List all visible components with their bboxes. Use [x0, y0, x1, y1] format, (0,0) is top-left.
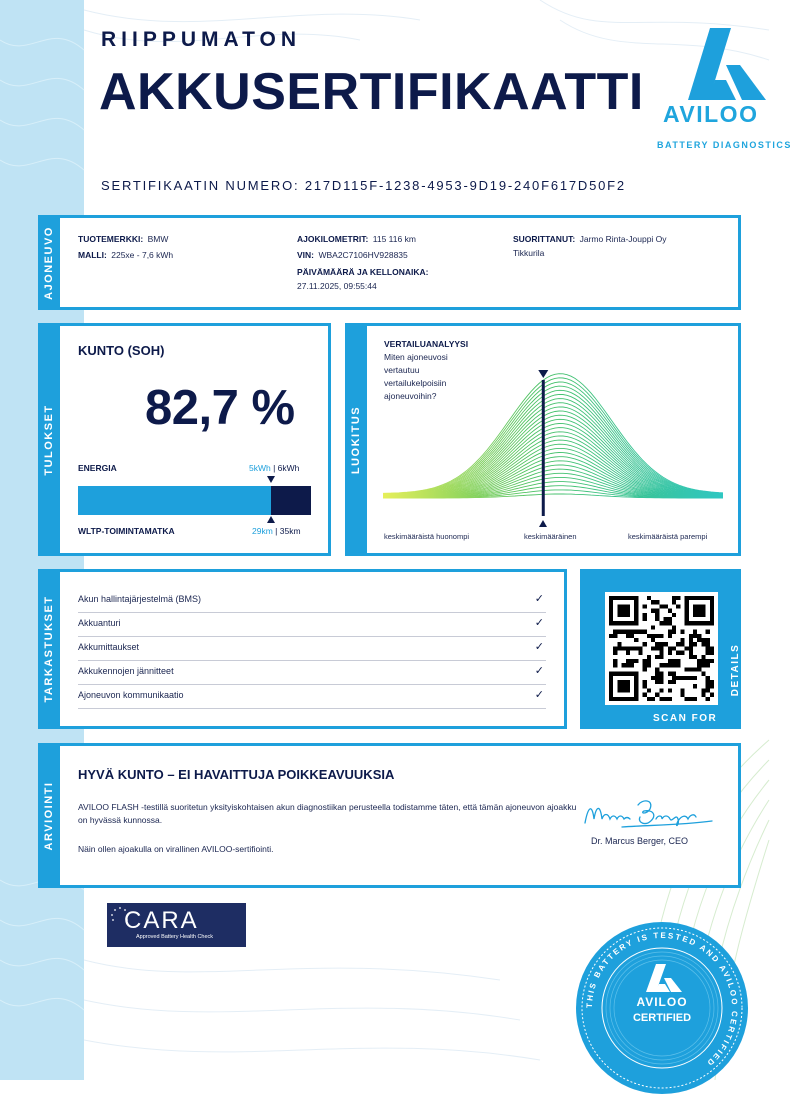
aviloo-logo-icon [660, 25, 769, 155]
soh-label: KUNTO (SOH) [78, 343, 165, 358]
brand-tagline: BATTERY DIAGNOSTICS [657, 140, 792, 150]
check-icon: ✓ [534, 641, 544, 653]
certificate-number-line [101, 178, 626, 193]
axis-label-average: keskimääräinen [524, 532, 577, 541]
energy-label: ENERGIA [78, 463, 117, 473]
bar-marker-bottom [267, 516, 275, 523]
bar-marker-top [267, 476, 275, 483]
vehicle-datetime: 27.11.2025, 09:55:44 [297, 281, 377, 291]
comparison-bell-curve [383, 370, 724, 516]
header-subtitle: RIIPPUMATON [101, 28, 302, 51]
soh-value: 82,7 % [145, 381, 295, 435]
cara-subtitle: Approved Battery Health Check [136, 934, 214, 940]
vehicle-location: Tikkurila [513, 248, 545, 258]
inspection-row: Ajoneuvon kommunikaatio ✓ [78, 685, 546, 709]
results-section-tab: TULOKSET [38, 323, 60, 556]
assessment-section-tab: ARVIOINTI [38, 743, 60, 888]
assessment-paragraph-1: AVILOO FLASH -testillä suoritetun yksityiskohtaisen akun diagnostiikan perusteella todistamme täten, että tämän ajoneuvon ajoakku on hyvässä kunnossa. [78, 802, 577, 825]
cara-logo-text: CARA [124, 907, 199, 934]
vehicle-mileage: AJOKILOMETRIT: 115 116 km [297, 234, 416, 244]
inspection-row: Akun hallintajärjestelmä (BMS) ✓ [78, 589, 546, 613]
signature-image [582, 795, 717, 835]
energy-values: 5kWh | 6kWh [249, 463, 300, 473]
certificate-label: SERTIFIKAATIN NUMERO: [101, 178, 300, 193]
vehicle-section-tab: AJONEUVO [38, 215, 60, 310]
inspection-row: Akkukennojen jännitteet ✓ [78, 661, 546, 685]
vehicle-datetime-label: PÄIVÄMÄÄRÄ JA KELLONAIKA: [297, 267, 429, 277]
range-label: WLTP-TOIMINTAMATKA [78, 526, 175, 536]
qr-details-label: DETAILS [730, 643, 741, 697]
page-title: AKKUSERTIFIKAATTI [99, 63, 644, 121]
axis-label-worse: keskimääräistä huonompi [384, 532, 470, 541]
check-icon: ✓ [534, 593, 544, 605]
comparison-axis-marker [539, 520, 547, 527]
check-icon: ✓ [534, 665, 544, 677]
assessment-title: HYVÄ KUNTO – EI HAVAITTUJA POIKKEAVUUKSIA [78, 767, 395, 782]
seal-certified: CERTIFIED [632, 1012, 692, 1024]
inspections-section-tab: TARKASTUKSET [38, 569, 60, 729]
certificate-number: 217D115F-1238-4953-9D19-240F617D50F2 [304, 178, 626, 193]
soh-bar-fill [78, 486, 271, 515]
inspection-row: Akkuanturi ✓ [78, 613, 546, 637]
range-values: 29km | 35km [252, 526, 301, 536]
check-icon: ✓ [534, 689, 544, 701]
soh-bar [78, 486, 311, 515]
check-icon: ✓ [534, 617, 544, 629]
axis-label-better: keskimääräistä parempi [628, 532, 708, 541]
vehicle-vin: VIN: WBA2C7106HV928835 [297, 250, 408, 260]
vehicle-model: MALLI: 225xe - 7,6 kWh [78, 250, 174, 260]
seal-brand: AVILOO [636, 995, 688, 1009]
svg-text:THIS BATTERY IS TESTED AND AVI: THIS BATTERY IS TESTED AND AVILOO CERTIFIED [584, 930, 740, 1069]
brand-name: AVILOO [663, 101, 759, 127]
vehicle-make: TUOTEMERKKI: BMW [78, 234, 169, 244]
inspection-row: Akkumittaukset ✓ [78, 637, 546, 661]
vehicle-performed-by: SUORITTANUT: Jarmo Rinta-Jouppi Oy [513, 234, 667, 244]
qr-scan-label: SCAN FOR [653, 713, 718, 724]
signer-name: Dr. Marcus Berger, CEO [591, 836, 689, 846]
classification-section-tab: LUOKITUS [345, 323, 367, 556]
qr-code-icon[interactable] [609, 596, 714, 701]
assessment-paragraph-2: Näin ollen ajoakulla on virallinen AVILOO-sertifiointi. [78, 844, 274, 854]
comparison-title: VERTAILUANALYYSI [384, 339, 469, 349]
comparison-marker-triangle [538, 370, 548, 378]
comparison-question: Miten ajoneuvosi vertautuu vertailukelpoisiin ajoneuvoihin? [384, 352, 448, 401]
